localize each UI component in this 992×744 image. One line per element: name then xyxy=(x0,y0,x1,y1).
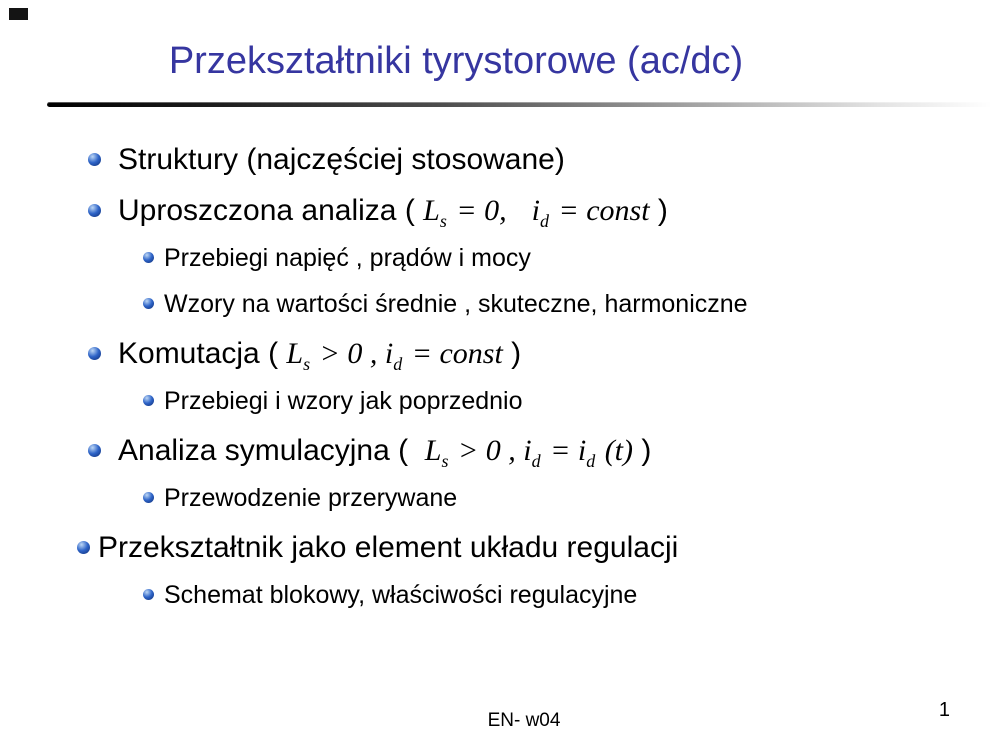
bullet-text xyxy=(118,337,522,375)
sub-bullet-item xyxy=(0,382,992,420)
bullet-ball-icon xyxy=(88,204,101,217)
math-subscript: s xyxy=(441,451,449,472)
math-segment: L xyxy=(424,434,442,467)
bullet-ball-icon xyxy=(77,541,90,554)
math-segment: > 0 , i xyxy=(450,434,532,467)
math-segment: = i xyxy=(542,434,587,467)
bullet-ball-icon xyxy=(88,153,101,166)
bullet-item xyxy=(0,137,992,183)
bullet-ball-icon xyxy=(143,492,154,503)
bullet-text xyxy=(164,484,457,512)
math-subscript: d xyxy=(539,211,549,232)
bullet-text xyxy=(118,194,668,232)
bullet-ball-icon xyxy=(88,444,101,457)
text-segment: Przebiegi i wzory jak poprzednio xyxy=(164,387,523,415)
text-segment: Komutacja ( xyxy=(118,337,287,370)
math-segment: = const xyxy=(550,194,650,227)
math-segment: i xyxy=(531,194,540,227)
text-segment: Uproszczona analiza ( xyxy=(118,194,424,227)
bullet-ball-icon xyxy=(143,395,154,406)
math-segment: L xyxy=(286,337,304,370)
text-segment: Wzory na wartości średnie , skuteczne, harmoniczne xyxy=(164,290,748,318)
text-segment: Schemat blokowy, właściwości regulacyjne xyxy=(164,581,638,609)
bullet-item xyxy=(0,188,992,234)
bullet-text xyxy=(164,387,523,415)
bullet-ball-icon xyxy=(88,347,101,360)
text-segment: Przewodzenie przerywane xyxy=(164,484,458,512)
page-number: 1 xyxy=(938,699,950,721)
bullet-item xyxy=(0,428,992,474)
sub-bullet-item xyxy=(0,239,992,277)
text-segment: ) xyxy=(633,434,652,467)
bullet-text xyxy=(98,531,678,564)
text-segment: ) xyxy=(649,194,668,227)
math-segment: > 0 , i xyxy=(312,337,394,370)
bullet-text xyxy=(118,434,652,472)
text-segment: Analiza symulacyjna ( xyxy=(118,434,425,467)
math-subscript: d xyxy=(393,354,403,375)
bullet-item xyxy=(0,525,992,571)
bullet-text xyxy=(164,581,637,609)
text-segment: ) xyxy=(502,337,522,370)
math-segment: = const xyxy=(404,337,503,370)
math-subscript: s xyxy=(303,354,311,375)
sub-bullet-item xyxy=(0,479,992,517)
bullet-text xyxy=(118,143,565,176)
text-segment: Przekształtnik jako element układu regulacji xyxy=(98,531,679,564)
math-subscript: s xyxy=(439,211,447,232)
text-segment xyxy=(507,194,532,227)
math-subscript: d xyxy=(531,451,541,472)
bullet-ball-icon xyxy=(143,252,154,263)
title-divider-line xyxy=(47,102,992,107)
footer-text: EN- w04 xyxy=(487,710,561,731)
bullet-ball-icon xyxy=(143,298,154,309)
text-segment: Przebiegi napięć , prądów i mocy xyxy=(164,244,531,272)
bullet-ball-icon xyxy=(143,589,154,600)
bullet-list xyxy=(0,137,992,622)
math-segment: = 0, xyxy=(448,194,507,227)
corner-mark xyxy=(9,8,28,20)
text-segment: Struktury (najczęściej stosowane) xyxy=(118,143,565,176)
bullet-item xyxy=(0,331,992,377)
sub-bullet-item xyxy=(0,285,992,323)
math-subscript: d xyxy=(586,451,596,472)
sub-bullet-item xyxy=(0,576,992,614)
slide-title: Przekształtniki tyrystorowe (ac/dc) xyxy=(168,40,744,82)
math-segment: (t) xyxy=(597,434,634,467)
bullet-text xyxy=(164,290,748,318)
math-segment: L xyxy=(423,194,440,227)
bullet-text xyxy=(164,244,531,272)
